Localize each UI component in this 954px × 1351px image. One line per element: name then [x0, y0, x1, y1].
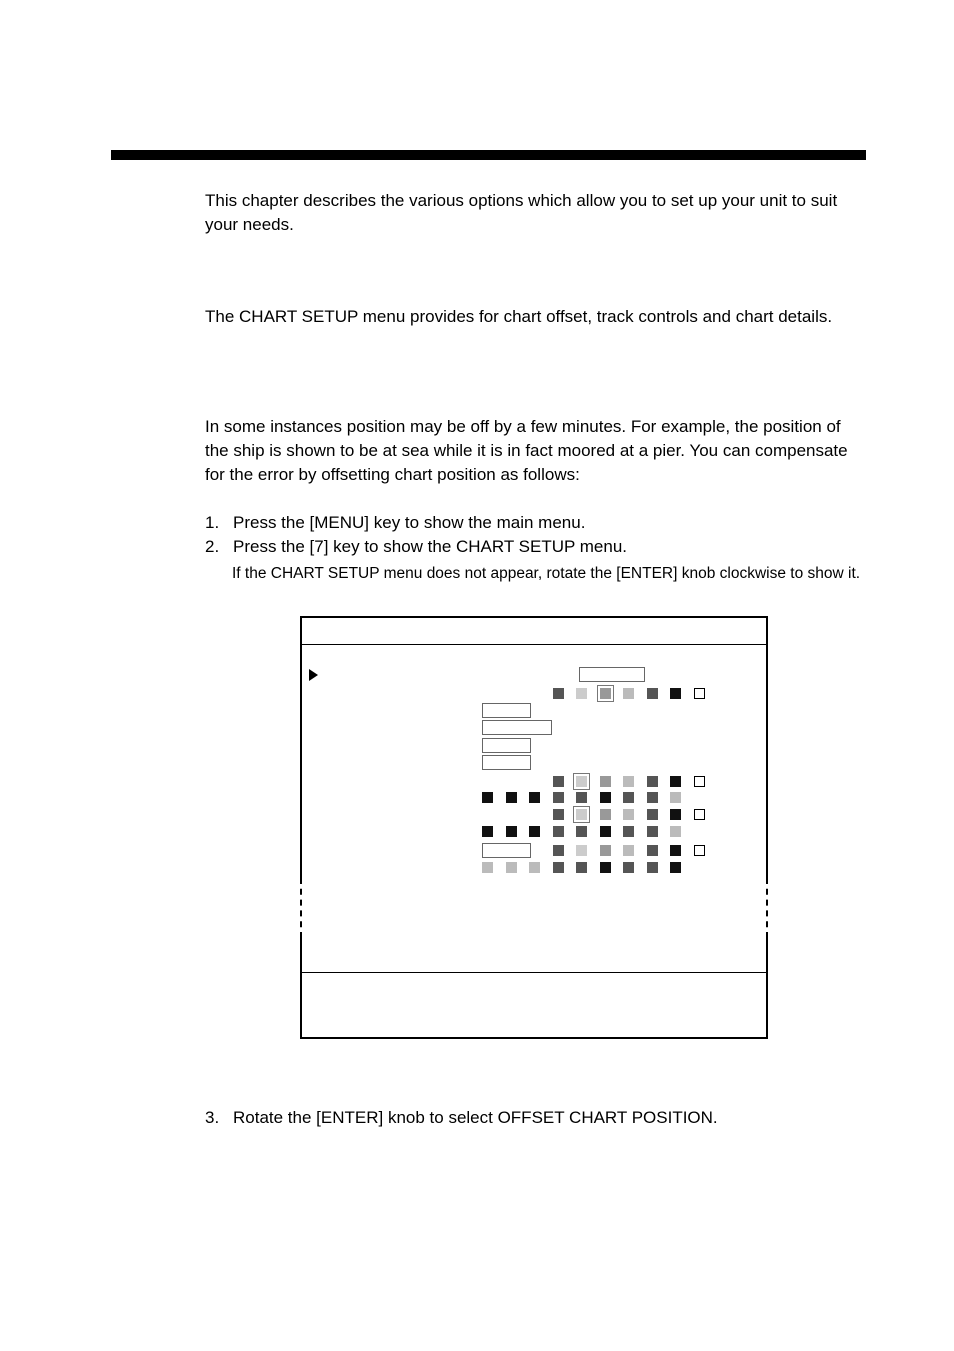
color-swatch[interactable]	[623, 809, 634, 820]
color-swatch[interactable]	[623, 792, 634, 803]
setting-value-box[interactable]	[482, 738, 531, 753]
color-swatch-white[interactable]	[694, 809, 705, 820]
color-swatch[interactable]	[670, 862, 681, 873]
menu-frame-right-lower	[766, 938, 768, 1039]
color-swatch[interactable]	[647, 862, 658, 873]
color-swatch-white[interactable]	[694, 688, 705, 699]
color-swatch[interactable]	[576, 776, 587, 787]
setting-value-box[interactable]	[579, 667, 645, 682]
color-swatch[interactable]	[553, 809, 564, 820]
color-swatch[interactable]	[482, 862, 493, 873]
color-swatch[interactable]	[576, 809, 587, 820]
color-swatch[interactable]	[600, 809, 611, 820]
offset-paragraph: In some instances position may be off by a few minutes. For example, the position of the ship is shown to be at sea while it is in fact moored at a pier. You can compensate for the error by offsetting chart position as follows:	[205, 417, 848, 484]
menu-frame-bottom	[300, 1037, 766, 1039]
step-2	[205, 535, 627, 559]
color-swatch[interactable]	[529, 862, 540, 873]
step-number: 3.	[205, 1108, 220, 1127]
menu-frame-right	[766, 616, 768, 878]
color-swatch[interactable]	[553, 792, 564, 803]
cursor-arrow-icon	[309, 669, 318, 681]
color-swatch[interactable]	[670, 826, 681, 837]
color-swatch[interactable]	[670, 776, 681, 787]
color-swatch[interactable]	[506, 792, 517, 803]
step-3	[205, 1106, 718, 1130]
color-swatch[interactable]	[623, 845, 634, 856]
color-swatch[interactable]	[576, 688, 587, 699]
menu-frame-top	[300, 616, 766, 618]
color-swatch[interactable]	[506, 826, 517, 837]
step-1	[205, 511, 585, 535]
color-swatch[interactable]	[576, 826, 587, 837]
menu-frame-left-break	[300, 878, 302, 938]
color-swatch[interactable]	[623, 776, 634, 787]
step-text: Rotate the [ENTER] knob to select OFFSET CHART POSITION.	[233, 1108, 718, 1127]
menu-frame-left	[300, 616, 302, 878]
chapter-title-rule	[111, 150, 866, 160]
chart-setup-menu-illustration	[300, 616, 768, 1039]
color-swatch[interactable]	[670, 809, 681, 820]
color-swatch[interactable]	[600, 688, 611, 699]
intro-paragraph: This chapter describes the various options which allow you to set up your unit to suit your needs.	[205, 191, 838, 234]
color-swatch[interactable]	[553, 862, 564, 873]
menu-title-divider	[300, 644, 766, 645]
color-swatch[interactable]	[553, 688, 564, 699]
color-swatch[interactable]	[647, 776, 658, 787]
color-swatch[interactable]	[600, 792, 611, 803]
color-swatch-white[interactable]	[694, 845, 705, 856]
color-swatch[interactable]	[600, 862, 611, 873]
color-swatch[interactable]	[529, 826, 540, 837]
color-swatch[interactable]	[647, 845, 658, 856]
setting-value-box[interactable]	[482, 720, 552, 735]
color-swatch[interactable]	[670, 688, 681, 699]
step-2-note: If the CHART SETUP menu does not appear, rotate the [ENTER] knob clockwise to show it.	[232, 565, 861, 582]
color-swatch[interactable]	[529, 792, 540, 803]
step-number: 1.	[205, 513, 220, 532]
menu-frame-right-break	[766, 878, 768, 938]
color-swatch[interactable]	[647, 688, 658, 699]
chart-setup-paragraph: The CHART SETUP menu provides for chart offset, track controls and chart details.	[205, 307, 833, 326]
color-swatch[interactable]	[600, 845, 611, 856]
color-swatch[interactable]	[600, 776, 611, 787]
step-number: 2.	[205, 537, 220, 556]
color-swatch[interactable]	[482, 792, 493, 803]
color-swatch[interactable]	[576, 845, 587, 856]
color-swatch[interactable]	[553, 845, 564, 856]
menu-frame-left-lower	[300, 938, 302, 1039]
color-swatch[interactable]	[506, 862, 517, 873]
color-swatch[interactable]	[576, 792, 587, 803]
setting-value-box[interactable]	[482, 755, 531, 770]
color-swatch[interactable]	[553, 776, 564, 787]
step-text: Press the [MENU] key to show the main menu.	[233, 513, 586, 532]
color-swatch[interactable]	[647, 826, 658, 837]
color-swatch[interactable]	[623, 688, 634, 699]
menu-footer-divider	[300, 972, 766, 973]
color-swatch[interactable]	[576, 862, 587, 873]
color-swatch[interactable]	[482, 826, 493, 837]
color-swatch[interactable]	[670, 845, 681, 856]
color-swatch[interactable]	[647, 809, 658, 820]
color-swatch[interactable]	[647, 792, 658, 803]
color-swatch[interactable]	[670, 792, 681, 803]
color-swatch[interactable]	[553, 826, 564, 837]
color-swatch[interactable]	[623, 826, 634, 837]
setting-value-box[interactable]	[482, 843, 531, 858]
color-swatch-white[interactable]	[694, 776, 705, 787]
setting-value-box[interactable]	[482, 703, 531, 718]
color-swatch[interactable]	[600, 826, 611, 837]
color-swatch[interactable]	[623, 862, 634, 873]
step-text: Press the [7] key to show the CHART SETUP menu.	[233, 537, 628, 556]
